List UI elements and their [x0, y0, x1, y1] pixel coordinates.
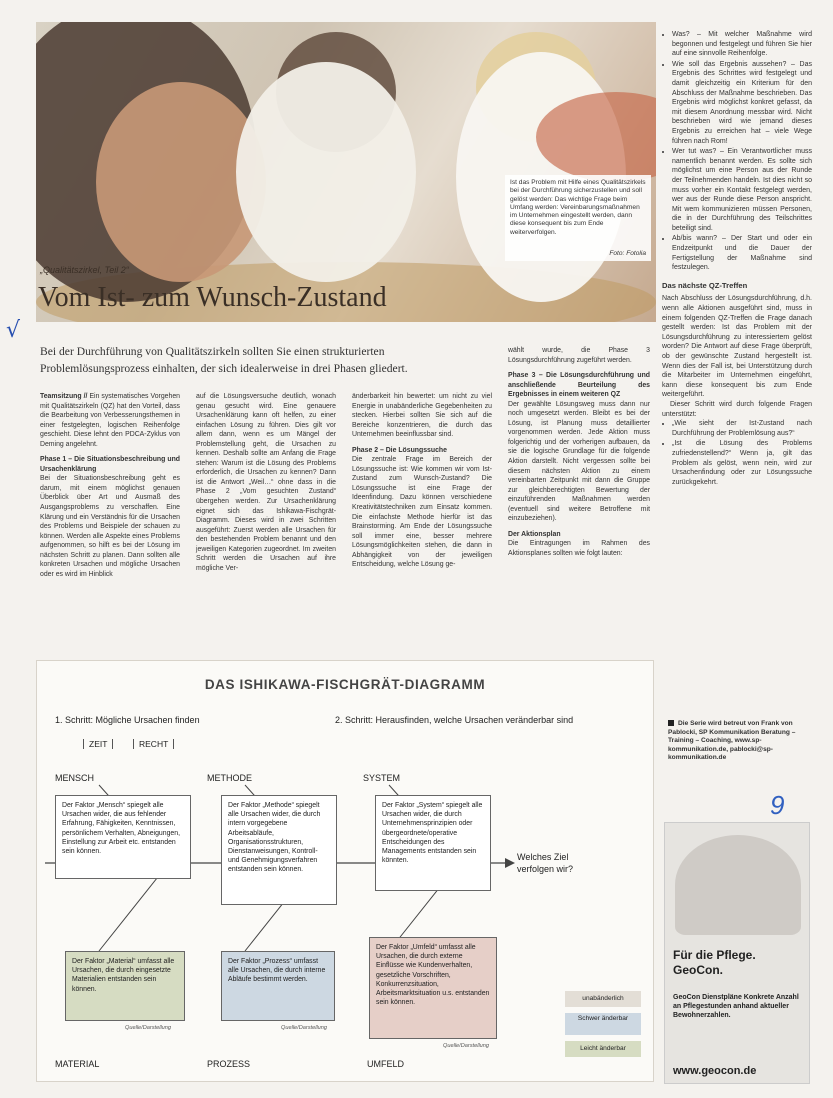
category-methode: METHODE [207, 773, 252, 783]
phase2-text: Die zentrale Frage im Bereich der Lösungssuche ist: Wie kommen wir vom Ist-Zustand zum Wunsch-Zustand? Die Lösungssuche ist eine Frage der Ideenfindung. Dazu können verschiedene Kreativitätstechniken zum Einsatz kommen. Die einfachste Methode hierfür ist das Brainstorming. Am Ende der Lösungssuche soll immer eine, besser mehrere Lösungsmöglichkeiten stehen, die dann in Abhängigkeit von der jeweiligen Entscheidung, welche Lösung ge- [352, 456, 492, 569]
article-column-1 [40, 392, 180, 579]
goal-question [517, 851, 573, 875]
tag-recht: RECHT [133, 739, 174, 749]
category-umfeld: UMFELD [367, 1059, 405, 1069]
diagram-title: DAS ISHIKAWA-FISCHGRÄT-DIAGRAMM [204, 677, 486, 692]
list-item: • Was? – Mit welcher Maßnahme wird begonnen und festgelegt und führen Sie hier auf eine sinnvolle Reihenfolge. [672, 30, 812, 59]
series-note-text: Die Serie wird betreut von Frank von Pablocki, SP Kommunikation Beratung – Training – Coaching, www.sp-kommunikation.de, pablocki@sp-kommunikation.de [668, 720, 796, 762]
actionplan-heading: Der Aktionsplan [508, 530, 561, 538]
box-system: Der Faktor „System“ spiegelt alle Ursachen wider, die durch Unternehmensprinzipien oder übergeordnete/operative Entscheidungen des Managements entstanden sein könnten. [375, 795, 491, 891]
ad-image [675, 835, 801, 935]
credit-material: Quelle/Darstellung [125, 1025, 172, 1031]
ad-title-line-2: GeoCon. [673, 963, 723, 977]
article-column-4 [508, 346, 650, 558]
ad-url-link[interactable]: www.geocon.de [673, 1065, 757, 1077]
box-umfeld: Der Faktor „Umfeld“ umfasst alle Ursachen, die durch externe Einflüsse wie Kundenverhalten, gesetzliche Vorschriften, Konkurrenzsituation, Arbeitsmarktsituation u.s. entstanden sein können. [369, 937, 497, 1039]
article-headline: Vom Ist- zum Wunsch-Zustand [38, 282, 387, 313]
phase3-heading: Phase 3 – Die Lösungsdurchführung und anschließende Beurteilung des Ergebnisses in einem weiteren QZ [508, 372, 650, 399]
intro-text: Ein systematisches Vorgehen mit Qualitätszirkeln (QZ) hat den Vorteil, dass die Bearbeitung von Verbesserungsthemen in einer festgelegten, logischen Reihenfolge geschieht. Diese lehnt den PDCA-Zyklus von Deming angelehnt. [40, 393, 180, 448]
series-note [668, 720, 814, 763]
section-paragraph: Nach Abschluss der Lösungsdurchführung, d.h. wenn alle Aktionen ausgeführt sind, muss in einem folgenden QZ-Treffen die Frage danach gestellt werden: Ist das Problem mit der Lösungsdurchführung zu interessiertem gelöst worden? Die Antwort auf diese Frage überprüft, ob der gewünschte Zustand hergestellt ist. Wenn dies der Fall ist, bei Unterstützung durch die Mitarbeiter im Unternehmen eingeführt, kann diese konsequent bis zum Ende weitergeführt. [662, 295, 812, 399]
legend-unchangeable: unabänderlich [565, 991, 641, 1007]
section-paragraph-2: Dieser Schritt wird durch folgende Fragen unterstützt: [662, 400, 812, 418]
diagram-step-1: 1. Schritt: Mögliche Ursachen finden [55, 715, 200, 725]
list-item: • Wie soll das Ergebnis aussehen? – Das Ergebnis des Schrittes wird festgelegt und damit gleichzeitig ein Kriterium für den Abschluss der Maßnahme beschrieben. Das Ergebnis wird möglichst konkret gefasst, da mit diesem Anordnung messbar wird. Nicht beschrieben wird wie jemand dieses Ergebnis zu erreichen hat – viele Wege führen nach Rom! [672, 60, 812, 146]
legend-easy: Leicht änderbar [565, 1041, 641, 1057]
actionplan-text: Die Eintragungen im Rahmen des Aktionsplanes sollten wie folgt lauten: [508, 540, 650, 557]
category-system: SYSTEM [363, 773, 401, 783]
phase3-text: Der gewählte Lösungsweg muss dann nur noch umgesetzt werden. Bleibt es bei der Lösung, ist Planung muss detaillierter vorgenommen werden. Jede Aktion muss folgerichtig und der vorherigen aufbauen, da sie die logische Grundlage für die folgende Aktion darstellt. Nicht vergessen sollte bei diesem nächsten Aktion zu einem vereinbarten Zeitpunkt mit dann die Gruppe zur gleichberechtigten Bewertung der einzuführenden Maßnahmen werden (eventuell sind weitere Betroffene mit einzubeziehen). [508, 400, 650, 523]
column-2-text: auf die Lösungsversuche deutlich, wonach genau gesucht wird. Eine genauere Ursachenklärung kann oft helfen, zu einer einfachen Lösung zu führen. Dies gilt vor allem dann, wenn es um Mängel der Problemstellung geht, die Ursachen zu kennen. Deshalb sollte am Anfang die Frage stehen: Warum ist die Lösung des Problems erforderlich, die Ursachen zu kennen? Dann ist die Antwort „Weil…“ ohne dass in die Phase 2 „Vom gesuchten Zustand“ übergehen werden. Zur Ursachenklärung eignet sich das Ishikawa-Fischgrät-Diagramm. Dieses wird in zwei Schritten ausgeführt: Zuerst werden alle Ursachen für den bestehenden Problem benannt und den jeweiligen Kategorien zugeordnet. Im zweiten Schritt werden die Ursachen auf ihre mögliche Ver- [196, 393, 336, 572]
category-prozess: PROZESS [207, 1059, 251, 1069]
box-mensch: Der Faktor „Mensch“ spiegelt alle Ursachen wider, die aus fehlender Erfahrung, Fähigkeiten, Kenntnissen, persönlichem Verhalten, Abneigungen, Einstellung zur Arbeit etc. entstanden sein können. [55, 795, 191, 879]
category-material: MATERIAL [55, 1059, 100, 1069]
question-list [662, 419, 812, 487]
handwritten-number: 9 [770, 790, 785, 820]
box-material: Der Faktor „Material“ umfasst alle Ursachen, die durch eingesetzte Materialien entstanden sein können. [65, 951, 185, 1021]
list-item: • Ab/bis wann? – Der Start und oder ein Endzeitpunkt und die Dauer der Fertigstellung der Maßnahme sind festzulegen. [672, 234, 812, 272]
box-methode: Der Faktor „Methode“ spiegelt alle Ursachen wider, die durch intern vorgegebene Arbeitsabläufe, Organisationsstrukturen, Dienstanweisungen, Kontroll- und Genehmigungsverfahren entstanden sein können. [221, 795, 337, 905]
article-photo [36, 22, 656, 322]
goal-line-2: verfolgen wir? [517, 864, 574, 874]
phase2-heading: Phase 2 – Die Lösungssuche [352, 446, 447, 454]
photo-credit: Foto: Fotolia [609, 249, 646, 257]
phase1-text: Bei der Situationsbeschreibung geht es darum, mit einem möglichst genauen Überblick über Art und Ausmaß des Ausgangsproblems zu verschaffen. Eine Klärung und ein Verständnis für die Ursachen des Problems und Beispiele der schauen zu können. Werden alle Aspekte eines Problems aufgenommen, so hilft es bei der Lösung im nächsten Schritt zu planen. Dann sollten alle konkreten Ursachen und mögliche Ursachen oder es wird im Hinblick [40, 475, 180, 578]
intro-label: Teamsitzung // [40, 393, 88, 400]
tag-zeit: ZEIT [83, 739, 113, 749]
square-bullet-icon [668, 720, 674, 726]
ad-title [673, 948, 756, 978]
column-4-text: wählt wurde, die Phase 3 Lösungsdurchführung zugeführt werden. [508, 347, 650, 364]
legend-hard: Schwer änderbar [565, 1013, 641, 1035]
spine-arrowhead [505, 858, 515, 868]
column-3-text: änderbarkeit hin bewertet: um nicht zu viel Energie in unabänderliche Gegebenheiten zu stecken. Hierbei sollten Sie sich auf die Bereiche konzentrieren, die durch das Unternehmen beeinflussbar sind. [352, 393, 492, 439]
ad-title-line-1: Für die Pflege. [673, 948, 756, 962]
handwritten-checkmark: √ [6, 318, 21, 343]
advertisement[interactable] [664, 822, 810, 1084]
photo-caption [505, 175, 651, 261]
phase1-heading: Phase 1 – Die Situationsbeschreibung und Ursachenklärung [40, 456, 180, 473]
action-plan-list [662, 30, 812, 273]
sidebar-column [662, 30, 812, 488]
article-kicker: „Qualitätszirkel, Teil 2“ [40, 265, 129, 275]
section-heading: Das nächste QZ-Treffen [662, 280, 748, 290]
ishikawa-diagram [36, 660, 654, 1082]
credit-prozess: Quelle/Darstellung [281, 1025, 328, 1031]
article-lead: Bei der Durchführung von Qualitätszirkeln sollten Sie einen strukturierten Problemlösungsprozess einhalten, der sich idealerweise in drei Phasen gliedert. [40, 345, 408, 375]
ad-text: GeoCon Dienstpläne Konkrete Anzahl an Pflegestunden anhand aktueller Bewohnerzahlen. [673, 994, 799, 1019]
list-item: • Wer tut was? – Ein Verantwortlicher muss namentlich benannt werden. Es sollte sich möglichst um eine Person aus der Runde der Teilnehmenden handeln. Ist dies nicht so muss vorher ein Kontakt festgelegt werden, wer aus der Runde diese Person anspricht. Mit wem kommunizieren müssen Personen, die in der Durchführung des Teilschrittes beteiligt sind. [672, 147, 812, 233]
list-item: • „Ist die Lösung des Problems zufriedenstellend?“ Wenn ja, gilt das Problem als gelöst, wenn nein, wird zur Ursachenfindung oder zur Lösungssuche zurückgekehrt. [672, 439, 812, 487]
credit-umfeld: Quelle/Darstellung [443, 1043, 490, 1049]
category-mensch: MENSCH [55, 773, 95, 783]
box-prozess: Der Faktor „Prozess“ umfasst alle Ursachen, die durch interne Abläufe bestimmt werden. [221, 951, 335, 1021]
article-column-3 [352, 392, 492, 570]
diagram-step-2: 2. Schritt: Herausfinden, welche Ursachen veränderbar sind [335, 715, 574, 725]
article-column-2 [196, 392, 336, 573]
list-item: • „Wie sieht der Ist-Zustand nach Durchführung der Problemlösung aus?“ [672, 419, 812, 438]
goal-line-1: Welches Ziel [517, 852, 569, 862]
photo-caption-text: Ist das Problem mit Hilfe eines Qualitätszirkels bei der Durchführung sicherzustellen und soll gelöst werden: Das wichtige Frage beim Umfang werden: Vereinbarungsmaßnahmen im Unternehmen eingestellt werden, dann diese konsequent bis zum Ende weiterverfolgen. [510, 179, 646, 236]
